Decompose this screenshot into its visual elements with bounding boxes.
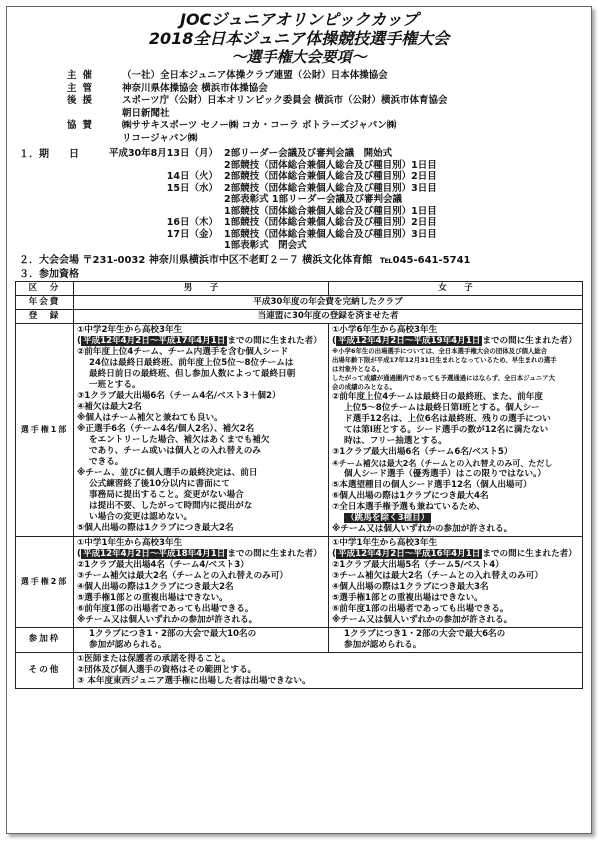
schedule-date xyxy=(7,206,224,218)
rule-line: ②前年度上位4チーム、チーム内選手を含む個人シード xyxy=(77,346,289,357)
birthdate-range: 平成12年4月2日～平成19年4月1日 xyxy=(337,335,481,346)
title-line-3: ～選手権大会要項～ xyxy=(231,48,367,66)
meta-label xyxy=(7,108,122,121)
rule-line: ①中学1年生から高校3年生 xyxy=(332,537,438,548)
rule-line: 1クラブにつき1・2部の大会で最大10名の xyxy=(89,628,257,639)
rule-line: 参加が認められる。 xyxy=(344,639,422,650)
rule-line: は提出不要、したがって時間内に提出がな xyxy=(89,500,253,511)
quota-label: 参加枠 xyxy=(16,627,74,652)
rule-line: ①医師または保護者の承諾を得ること。 xyxy=(77,653,231,664)
rule-line: 上位5～8位チームは最終日第Ⅰ班とする。個人シー xyxy=(344,402,540,413)
rule-line: 個人シード選手（優秀選手）はこの限りではない。） xyxy=(344,468,546,479)
rule-line: ③ 本年度東西ジュニア選手権に出場した者は出場できない。 xyxy=(77,675,311,686)
note-line: 出場年齢下限が平成17年12月31日生まれとなっているため、早生まれの選手 xyxy=(332,355,557,364)
meta-value: 朝日新聞社 xyxy=(122,107,170,119)
rule-line: ※チーム、並びに個人選手の最終決定は、前日 xyxy=(77,467,258,478)
meta-label: 後援 xyxy=(67,95,99,106)
rule-line: ※チーム又は個人いずれかの参加が許される。 xyxy=(77,614,258,625)
schedule-item: 2部競技（団体総合兼個人総合及び種目別）1日目 xyxy=(224,159,437,171)
rule-line: であり、チーム或いは個人との入れ替えのみ xyxy=(89,445,261,456)
venue-tel: ℡045-641-5741 xyxy=(379,254,471,266)
rule-line: 24位は最終日最終班、前年度上位5位～8位チームは xyxy=(89,357,294,368)
rule-line: ⑥前年度1部の出場者であっても出場できる。 xyxy=(77,603,254,614)
schedule-item: 1部表彰式 閉会式 xyxy=(224,240,307,251)
rule-line: までの間に生まれた者） xyxy=(227,335,322,346)
birthdate-range: 平成12年4月2日～平成18年4月1日 xyxy=(82,548,226,559)
rule-line: ④チーム補欠は最大2名（チームとの入れ替えのみ可、ただし xyxy=(332,458,553,468)
event-range: （跳馬を除く3種目） xyxy=(346,512,430,523)
rule-line: 参加が認められる。 xyxy=(89,639,167,650)
rule-line: 一班とする。 xyxy=(89,379,141,390)
division1-male: ①中学2年生から高校3年生 ( 平成12年4月2日～平成17年4月1日 までの間に生まれた者） ②前年度上位4チーム、チーム内選手を含む個人シード 24位は最終日最終班、前年度上位5位～8位チームは 最終日前日の最終班、但し参加人数によって最終日朝 一班とする。 ③1クラブ最大出場6名（チーム4名/ベスト3＋個2） ④補欠は最大2名 ※個人はチーム補欠と兼ねても良い。 ※正選手6名（チーム4名/個人2名）、補欠2名 をエントリーした場合、補欠はあくまでも補欠 であり、チーム或いは個人との入れ替えのみ できる。 ※チーム、並びに個人選手の最終決定は、前日 公式練習終了後10分以内に書面にて 事務局に提出すること。変更がない場合 は提出不要、したがって時間内に提出がな い場合の変更は認めない。 ⑤個人出場の際は1クラブにつき最大2名 xyxy=(74,323,329,536)
birthdate-range: 平成12年4月2日～平成16年4月1日 xyxy=(337,548,481,559)
meta-label: 主管 xyxy=(67,82,99,94)
schedule-date xyxy=(7,194,224,206)
venue-address: 〒231-0032 神奈川県横浜市中区不老町２－７ 横浜文化体育館 xyxy=(82,254,373,266)
rule-line: までの間に生まれた者） xyxy=(227,548,322,559)
rule-line: までの間に生まれた者） xyxy=(482,548,577,559)
birthdate-range: 平成12年4月2日～平成17年4月1日 xyxy=(82,335,226,346)
note-line: ※小学6年生の出場選手については、全日本選手権大会の団体及び個人総合 xyxy=(332,346,548,355)
schedule-item: 2部表彰式 1部リーダー会議及び審判会議 xyxy=(224,194,403,205)
organizer-block xyxy=(7,70,591,145)
rule-line: ※チーム又は個人いずれかの参加が許される。 xyxy=(332,523,513,534)
header-male: 男 子 xyxy=(74,281,329,295)
rule-line: 公式練習終了後10分以内に書面にて xyxy=(89,478,230,489)
meta-value: スポーツ庁（公財）日本オリンピック委員会 横浜市（公財）横浜市体育協会 xyxy=(122,95,448,106)
schedule-heading: １．期 日 xyxy=(19,149,79,160)
meta-label: 協賛 xyxy=(67,120,99,131)
rule-line: ⑤選手権1部との重複出場はできない。 xyxy=(77,592,228,603)
rule-line: ②団体及び個人選手の資格はその範囲とする。 xyxy=(77,664,257,675)
quota-female xyxy=(329,627,583,652)
meta-value: （一社）全日本ジュニア体操クラブ連盟（公財）日本体操協会 xyxy=(122,70,388,81)
schedule-item: 1部競技（団体総合兼個人総合及び種目別）2日目 xyxy=(224,217,437,228)
division1-label: 選手権1部 xyxy=(16,323,74,536)
quota-male xyxy=(74,627,329,652)
division1-female: ①小学6年生から高校3年生 ( 平成12年4月2日～平成19年4月1日 までの間に生まれた者） ※小学6年生の出場選手については、全日本選手権大会の団体及び個人総合 出場年齢下限が平成17年12月31日生まれとなっているため、早生まれの選手 は対象外となる。 したがって成績が通過圏内であっても予選通過にはならず、全日本ジュニア大 会の成績のみとなる。 ②前年度上位4チームは最終日の最終班、また、前年度 上位5～8位チームは最終日第Ⅰ班とする。個人シー ド選手12名は、上位6名は最終班、残りの選手につい ては第Ⅰ班とする。シード選手の数が12名に満たない 時は、フリー抽選とする。 ③1クラブ最大出場6名（チーム6名/ベスト5） ④チーム補欠は最大2名（チームとの入れ替えのみ可、ただし 個人シード選手（優秀選手）はこの限りではない。） ⑤本選望種目の個人シード選手12名（個人出場可） ⑥個人出場の際は1クラブにつき最大4名 ⑦全日本選手権予選も兼ねているため、 （跳馬を除く3種目） ※チーム又は個人いずれかの参加が許される。 xyxy=(329,323,583,536)
note-line: 会の成績のみとなる。 xyxy=(332,382,396,391)
title-line-1: JOCジュニアオリンピックカップ xyxy=(179,10,419,29)
rule-line: ②1クラブ最大出場4名（チーム4/ベスト3） xyxy=(77,559,249,570)
schedule-date xyxy=(7,240,224,252)
rule-line: ③チーム補欠は最大2名（チームとの入れ替えのみ可） xyxy=(332,570,543,581)
rule-line: ④個人出場の際は1クラブにつき最大3名 xyxy=(332,581,489,592)
header-kubun: 区 分 xyxy=(16,281,74,295)
note-line: したがって成績が通過圏内であっても予選通過にはならず、全日本ジュニア大 xyxy=(332,373,555,382)
header-female: 女 子 xyxy=(329,281,583,295)
rule-line: までの間に生まれた者） xyxy=(482,335,577,346)
other-label: その他 xyxy=(16,652,74,688)
rule-line: ③チーム補欠は最大2名（チームとの入れ替えのみ可） xyxy=(77,570,288,581)
schedule-date: 15日（水） xyxy=(166,182,218,194)
fee-value: 平成30年度の年会費を完納したクラブ xyxy=(74,295,583,309)
rule-line: ⑦全日本選手権予選も兼ねているため、 xyxy=(332,501,485,512)
venue-line xyxy=(7,254,591,268)
rule-line: をエントリーした場合、補欠はあくまでも補欠 xyxy=(89,434,270,445)
rule-line: 1クラブにつき1・2部の大会で最大6名の xyxy=(344,628,506,639)
rule-line: ①中学2年生から高校3年生 xyxy=(77,324,183,335)
rule-line: ③1クラブ最大出場6名（チーム6名/ベスト5） xyxy=(332,446,513,457)
schedule-item: 1部競技（団体総合兼個人総合及び種目別）3日目 xyxy=(224,228,437,240)
rule-line: ※正選手6名（チーム4名/個人2名）、補欠2名 xyxy=(77,423,255,434)
schedule-item: 2部競技（団体総合兼個人総合及び種目別）3日目 xyxy=(224,182,437,194)
schedule-item: 2部リーダー会議及び審判会議 開始式 xyxy=(224,148,393,159)
rule-line: 時は、フリー抽選とする。 xyxy=(344,435,447,446)
schedule-item: 2部競技（団体総合兼個人総合及び種目別）2日目 xyxy=(224,171,437,182)
rule-line: ①小学6年生から高校3年生 xyxy=(332,324,438,335)
schedule-date: 17日（金） xyxy=(166,228,218,240)
rule-line: ④個人出場の際は1クラブにつき最大2名 xyxy=(77,581,234,592)
rule-line: 最終日前日の最終班、但し参加人数によって最終日朝 xyxy=(89,368,296,379)
note-line: は対象外となる。 xyxy=(332,364,384,373)
schedule-date: 16日（木） xyxy=(166,217,218,228)
schedule-date: 平成30年8月13日（月） xyxy=(108,148,218,159)
rule-line: ⑤個人出場の際は1クラブにつき最大2名 xyxy=(77,522,234,533)
rule-line: ※チーム又は個人いずれかの参加が許される。 xyxy=(332,614,513,625)
schedule-list xyxy=(7,148,591,252)
meta-value: 神奈川県体操協会 横浜市体操協会 xyxy=(122,82,268,94)
rule-line: ④補欠は最大2名 xyxy=(77,401,142,412)
rule-line: い場合の変更は認めない。 xyxy=(89,511,193,522)
document-page xyxy=(6,6,592,834)
qualification-table xyxy=(15,281,583,689)
title-line-2: 2018全日本ジュニア体操競技選手権大会 xyxy=(148,29,450,48)
rule-line: できる。 xyxy=(89,456,124,467)
fee-label: 年会費 xyxy=(16,295,74,309)
rule-line: ※個人はチーム補欠と兼ねても良い。 xyxy=(77,412,223,423)
other-notes xyxy=(74,652,583,688)
rule-line: ①中学1年生から高校3年生 xyxy=(77,537,183,548)
registration-value: 当連盟に30年度の登録を済ませた者 xyxy=(74,309,583,323)
meta-label xyxy=(7,133,122,146)
rule-line: ド選手12名は、上位6名は最終班、残りの選手につい xyxy=(344,413,551,424)
registration-label: 登 録 xyxy=(16,309,74,323)
division2-female: ①中学1年生から高校3年生 ( 平成12年4月2日～平成16年4月1日 までの間に生まれた者） ②1クラブ最大出場5名（チーム5/ベスト4） ③チーム補欠は最大2名（チームとの入れ替えのみ可） ④個人出場の際は1クラブにつき最大3名 ⑤選手権1部との重複出場はできない。 ⑥前年度1部の出場者であっても出場できる。 ※チーム又は個人いずれかの参加が許される。 xyxy=(329,536,583,627)
rule-line: ②1クラブ最大出場5名（チーム5/ベスト4） xyxy=(332,559,504,570)
venue-heading: ２．大会会場 xyxy=(19,254,79,266)
meta-label: 主催 xyxy=(67,70,99,81)
rule-line: ては第Ⅰ班とする。シード選手の数が12名に満たない xyxy=(344,424,549,435)
meta-value: リコージャパン㈱ xyxy=(122,132,198,144)
rule-line: ⑤本選望種目の個人シード選手12名（個人出場可） xyxy=(332,479,532,490)
qualification-heading: ３．参加資格 xyxy=(19,268,79,280)
division2-label: 選手権2部 xyxy=(16,536,74,627)
rule-line: ⑥前年度1部の出場者であっても出場できる。 xyxy=(332,603,509,614)
schedule-item: 1部競技（団体総合兼個人総合及び種目別）1日目 xyxy=(224,205,437,217)
division2-male: ①中学1年生から高校3年生 ( 平成12年4月2日～平成18年4月1日 までの間に生まれた者） ②1クラブ最大出場4名（チーム4/ベスト3） ③チーム補欠は最大2名（チームとの入れ替えのみ可） ④個人出場の際は1クラブにつき最大2名 ⑤選手権1部との重複出場はできない。 ⑥前年度1部の出場者であっても出場できる。 ※チーム又は個人いずれかの参加が許される。 xyxy=(74,536,329,627)
rule-line: ⑥個人出場の際は1クラブにつき最大4名 xyxy=(332,490,489,501)
schedule-date xyxy=(7,160,224,172)
schedule-date: 14日（火） xyxy=(166,171,218,182)
rule-line: ⑤選手権1部との重複出場はできない。 xyxy=(332,592,483,603)
meta-value: ㈱ササキスポーツ セノー㈱ コカ・コーラ ボトラーズジャパン㈱ xyxy=(122,120,397,131)
rule-line: ②前年度上位4チームは最終日の最終班、また、前年度 xyxy=(332,391,543,402)
rule-line: ③1クラブ最大出場6名（チーム4名/ベスト3＋個2） xyxy=(77,390,281,401)
rule-line: 事務局に提出すること。変更がない場合 xyxy=(89,489,244,500)
